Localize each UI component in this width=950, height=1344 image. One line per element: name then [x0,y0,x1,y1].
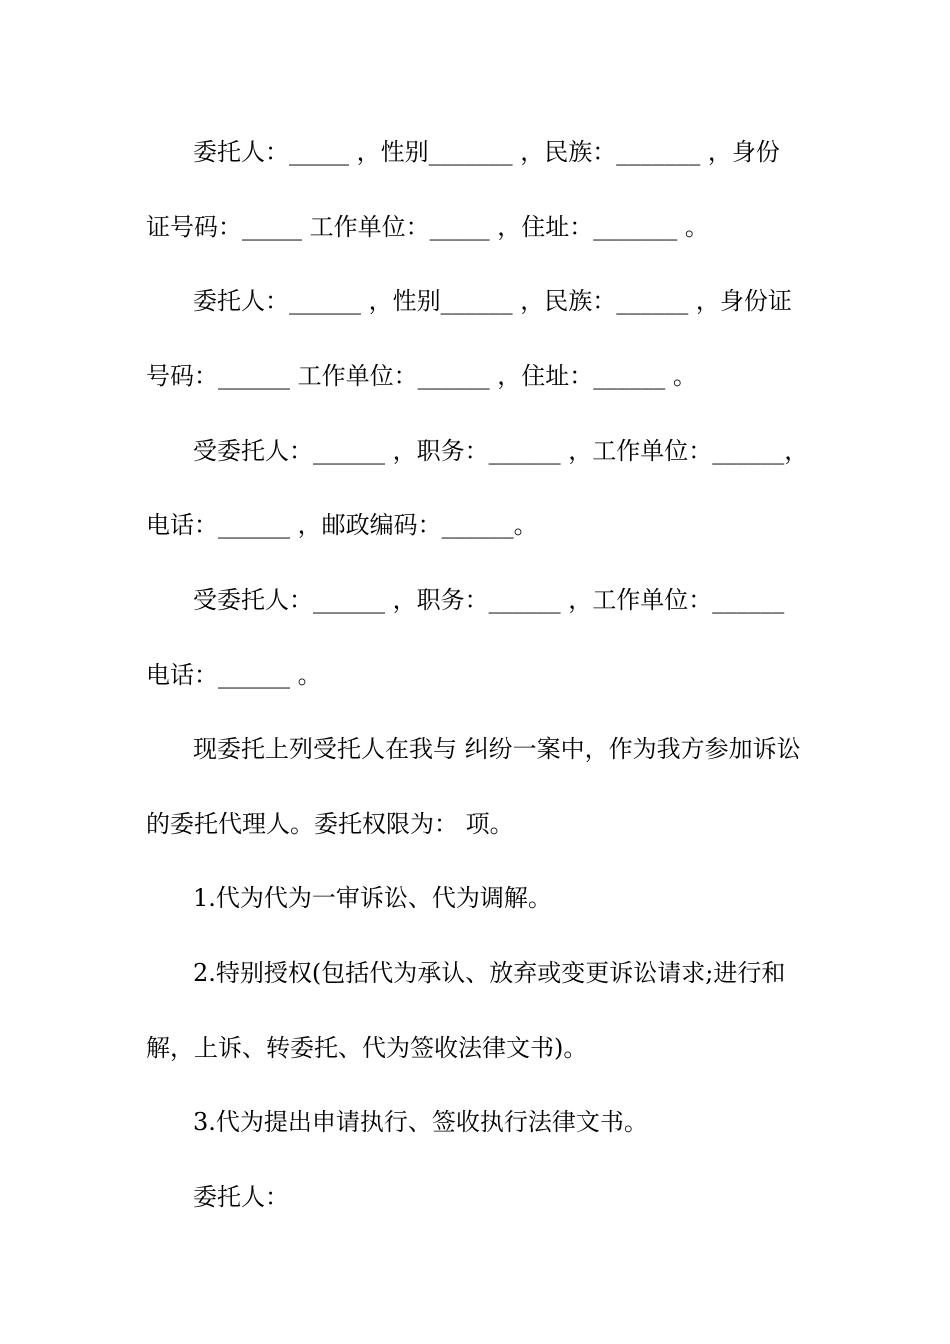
authority-item-3: 3.代为提出申请执行、签收执行法律文书。 [193,1108,648,1136]
principal-1-line-2: 证号码：_____ 工作单位：_____ ，住址：_______ 。 [146,213,709,241]
entrustment-paragraph-line-1: 现委托上列受托人在我与 纠纷一案中，作为我方参加诉讼 [193,735,801,763]
authority-item-2-line-2: 解，上诉、转委托、代为签收法律文书)。 [146,1034,588,1062]
authority-item-2-line-1: 2.特别授权(包括代为承认、放弃或变更诉讼请求;进行和 [193,959,786,987]
principal-signature-label: 委托人： [193,1183,289,1211]
principal-1-line-1: 委托人：_____ ，性别_______ ，民族：_______ ，身份 [193,138,780,166]
principal-2-line-1: 委托人：______ ，性别______ ，民族：______ ，身份证 [193,287,792,315]
agent-2-line-2: 电话：______ 。 [146,661,322,689]
entrustment-paragraph-line-2: 的委托代理人。委托权限为： 项。 [146,810,514,838]
agent-1-line-1: 受委托人：______ ，职务：______ ，工作单位：______， [193,437,809,465]
agent-2-line-1: 受委托人：______ ，职务：______ ，工作单位：______ [193,586,785,614]
agent-1-line-2: 电话：______ ，邮政编码：______。 [146,511,538,539]
authority-item-1: 1.代为代为一审诉讼、代为调解。 [193,884,552,912]
principal-2-line-2: 号码：______ 工作单位：______ ，住址：______ 。 [146,362,697,390]
